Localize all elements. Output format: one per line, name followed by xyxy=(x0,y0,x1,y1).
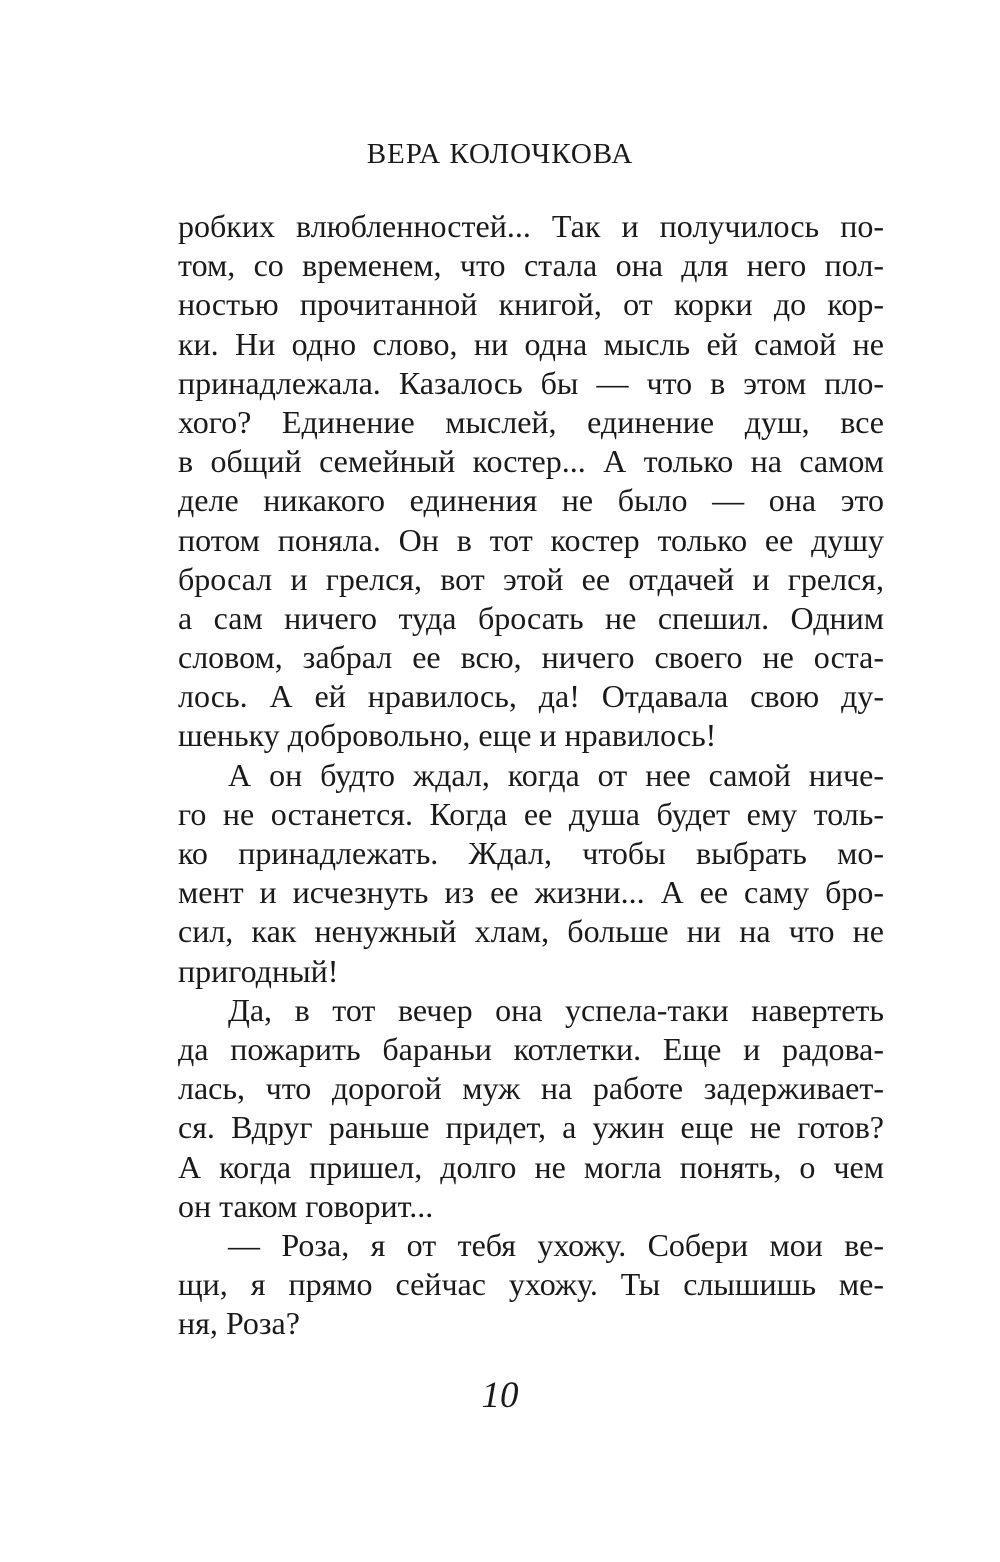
text-line: он таком говорит... xyxy=(178,1187,434,1224)
text-line: в общий семейный костер... А только на самом xyxy=(178,443,884,480)
running-head: ВЕРА КОЛОЧКОВА xyxy=(366,138,634,170)
text-line: шеньку добровольно, еще и нравилось! xyxy=(178,717,717,754)
page-number: 10 xyxy=(481,1375,519,1416)
text-line: том, со временем, что стала она для него пол- xyxy=(178,247,884,284)
text-line: А он будто ждал, когда от нее самой ниче- xyxy=(228,756,884,793)
text-line: ня, Роза? xyxy=(178,1305,300,1342)
text-line: сил, как ненужный хлам, больше ни на что не xyxy=(178,913,884,950)
text-line: да пожарить бараньи котлетки. Еще и радова- xyxy=(178,1030,884,1067)
text-line: мент и исчезнуть из ее жизни... А ее саму бро- xyxy=(178,874,884,911)
text-line: деле никакого единения не было — она это xyxy=(178,482,884,519)
text-line: А когда пришел, долго не могла понять, о чем xyxy=(178,1148,884,1185)
text-line: ки. Ни одно слово, ни одна мысль ей самой не xyxy=(178,325,884,362)
text-line: ностью прочитанной книгой, от корки до кор- xyxy=(178,286,884,323)
text-line: Да, в тот вечер она успела-таки навертеть xyxy=(228,991,884,1028)
text-line: принадлежала. Казалось бы — что в этом пло- xyxy=(178,364,884,401)
text-line: пригодный! xyxy=(178,952,339,989)
text-line: лось. А ей нравилось, да! Отдавала свою ду- xyxy=(178,678,884,715)
text-line: — Роза, я от тебя ухожу. Собери мои ве- xyxy=(228,1226,884,1263)
text-line: лась, что дорогой муж на работе задерживает- xyxy=(178,1070,884,1107)
text-line: хого? Единение мыслей, единение душ, все xyxy=(178,403,884,440)
text-line: словом, забрал ее всю, ничего своего не оста- xyxy=(178,639,884,676)
text-line: а сам ничего туда бросать не спешил. Одним xyxy=(178,599,884,636)
text-line: ся. Вдруг раньше придет, а ужин еще не готов? xyxy=(178,1109,884,1146)
text-line: потом поняла. Он в тот костер только ее душу xyxy=(178,521,884,558)
text-line: бросал и грелся, вот этой ее отдачей и грелся, xyxy=(178,560,884,597)
text-line: щи, я прямо сейчас ухожу. Ты слышишь ме- xyxy=(178,1266,884,1303)
text-line: го не останется. Когда ее душа будет ему толь- xyxy=(178,795,884,832)
text-line: ко принадлежать. Ждал, чтобы выбрать мо- xyxy=(178,835,884,871)
body-text xyxy=(178,207,884,1343)
text-line: робких влюбленностей... Так и получилось по- xyxy=(178,208,884,244)
